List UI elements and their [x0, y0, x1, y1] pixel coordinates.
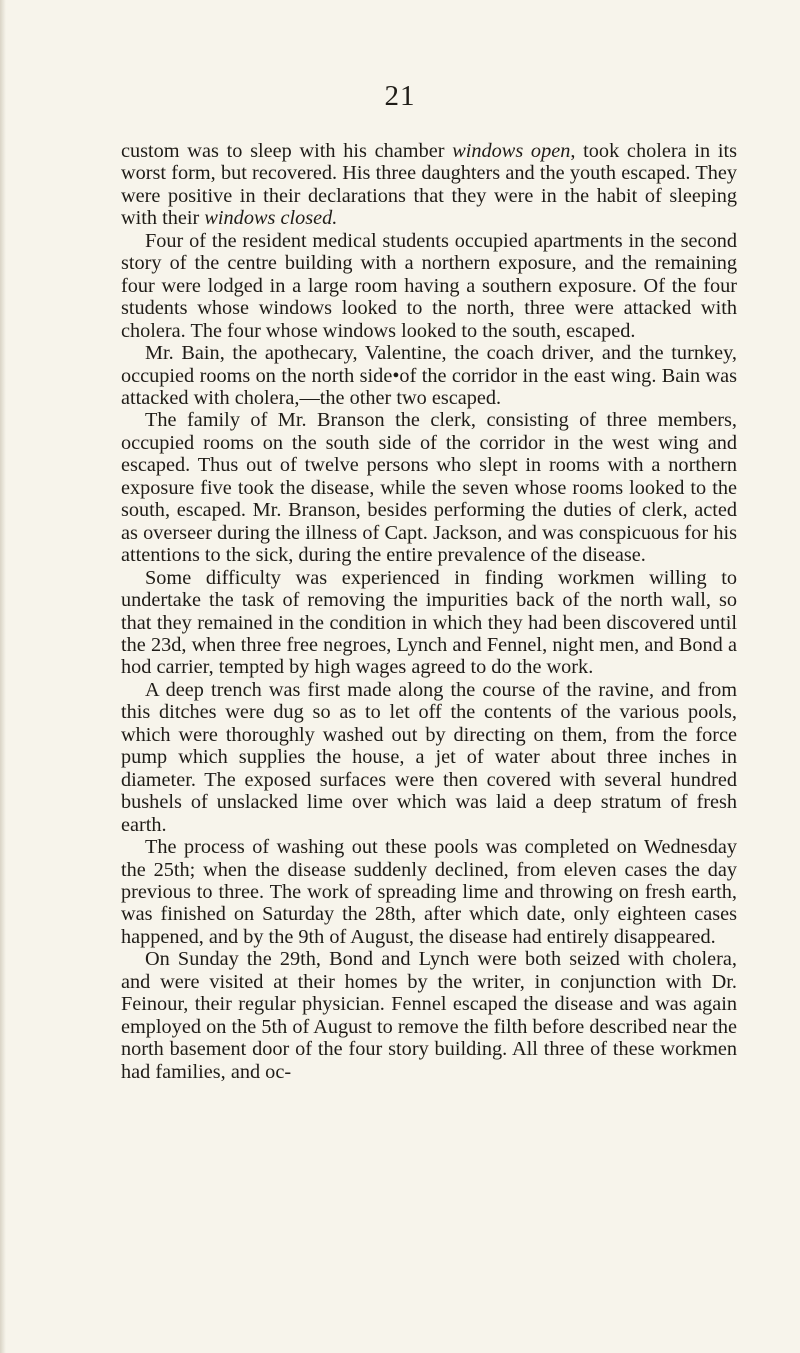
page-edge-shadow [0, 0, 6, 1353]
text-segment: custom was to sleep with his chamber [121, 140, 453, 162]
text-segment: Some difficulty was experienced in finding workmen willing to undertake the task of removing the impurities back of the north wall, so that they remained in the condition in which they had been discovered until the 23d, when three free negroes, Lynch and Fennel, night men, and Bond a hod carrier, tempted by high wages agreed to do the work. [121, 566, 737, 679]
paragraph [121, 679, 737, 836]
paragraph [121, 230, 737, 342]
paragraph [121, 948, 737, 1083]
italic-text-segment: windows closed. [204, 207, 338, 230]
text-segment: The family of Mr. Branson the clerk, consisting of three members, occupied rooms on the south side of the corridor in the west wing and escaped. Thus out of twelve persons who slept in rooms with a northern exposure five took the disease, while the seven whose rooms looked to the south, escaped. Mr. Branson, besides performing the duties of clerk, acted as overseer during the illness of Capt. Jackson, and was conspicuous for his attentions to the sick, during the entire prevalence of the disease. [121, 409, 737, 567]
text-segment: On Sunday the 29th, Bond and Lynch were both seized with cholera, and were visited at their homes by the writer, in conjunction with Dr. Feinour, their regular physician. Fennel escaped the disease and was again employed on the 5th of August to remove the filth before described near the north basement door of the four story building. All three of these workmen had families, and oc- [121, 948, 737, 1083]
text-segment: Four of the resident medical students occupied apartments in the second story of the centre building with a northern exposure, and the remaining four were lodged in a large room having a southern exposure. Of the four students whose windows looked to the north, three were attacked with cholera. The four whose windows looked to the south, escaped. [121, 229, 737, 342]
paragraph [121, 140, 737, 230]
body-text [121, 140, 737, 1083]
page-number: 21 [384, 80, 416, 112]
text-segment: Mr. Bain, the apothecary, Valentine, the coach driver, and the turnkey, occupied rooms on the north side•of the corridor in the east wing. Bain was attacked with cholera,—the other two escaped. [121, 342, 737, 409]
text-segment: A deep trench was first made along the course of the ravine, and from this ditches were dug so as to let off the contents of the various pools, which were thoroughly washed out by directing on them, from the force pump which supplies the house, a jet of water about three inches in diameter. The exposed surfaces were then covered with several hundred bushels of unslacked lime over which was laid a deep stratum of fresh earth. [121, 678, 737, 836]
paragraph [121, 567, 737, 679]
italic-text-segment: windows open [452, 140, 571, 162]
text-segment: , took cholera in its worst form, but recovered. His three daughters and the youth escaped. They were positive in their declarations that they were in the habit of sleeping with their [121, 140, 738, 230]
paragraph [121, 342, 737, 409]
text-segment: The process of washing out these pools was completed on Wednesday the 25th; when the disease suddenly declined, from eleven cases the day previous to three. The work of spreading lime and throwing on fresh earth, was finished on Saturday the 28th, after which date, only eighteen cases happened, and by the 9th of August, the disease had entirely disappeared. [121, 836, 737, 948]
paragraph [121, 836, 737, 948]
paragraph [121, 409, 737, 566]
